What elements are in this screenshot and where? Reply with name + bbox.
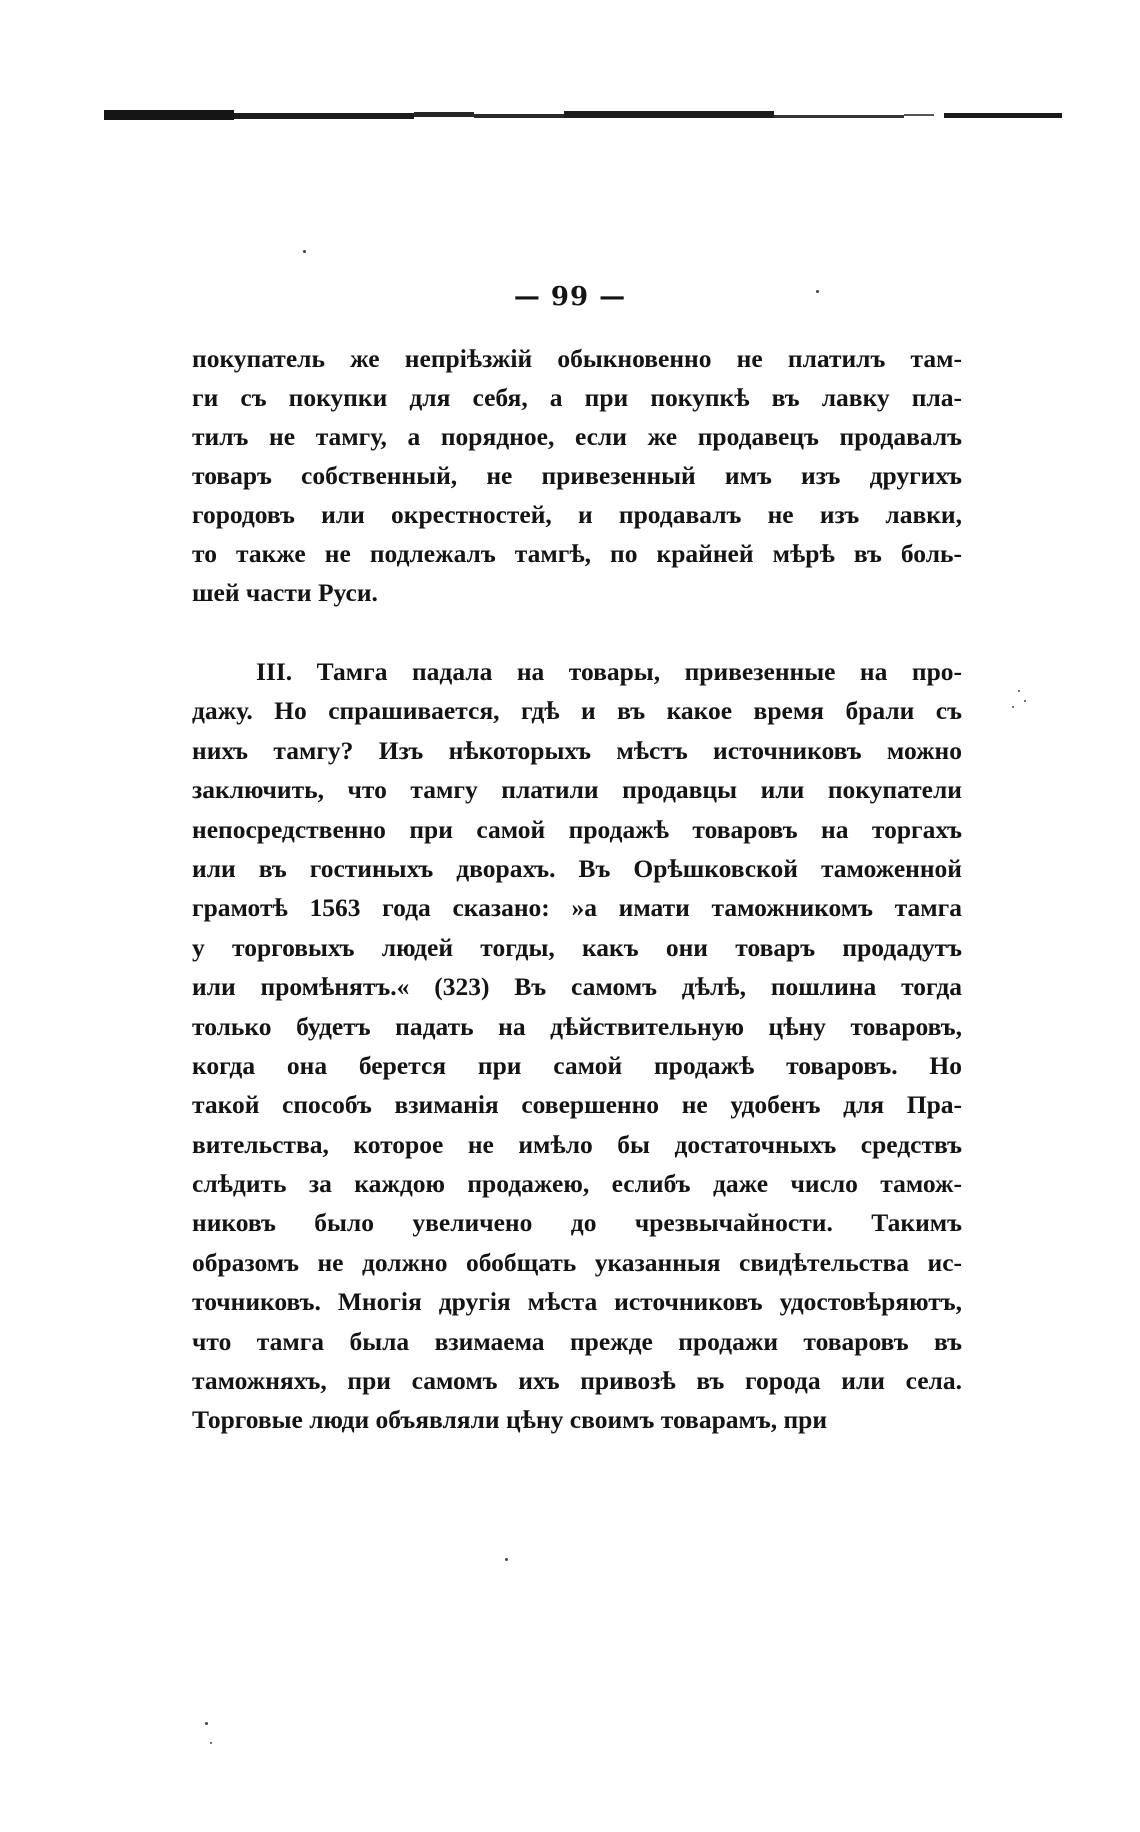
text-line: только будетъ падать на дѣйствительную цѣну товаровъ, — [192, 1011, 962, 1041]
text-line: вительства, которое не имѣло бы достаточныхъ средствъ — [192, 1129, 962, 1159]
text-line: III. Тамга падала на товары, привезенные на про- — [256, 657, 962, 686]
text-line: дажу. Но спрашивается, гдѣ и въ какое время брали съ — [192, 696, 962, 726]
text-line: непосредственно при самой продажѣ товаровъ на торгахъ — [192, 814, 962, 844]
text-line: никовъ было увеличено до чрезвычайности. Такимъ — [192, 1208, 962, 1238]
scan-speck — [1018, 690, 1020, 692]
scan-speck — [1012, 706, 1014, 708]
text-line: слѣдить за каждою продажею, еслибъ даже число тамож- — [192, 1169, 962, 1199]
text-line: шей части Руси. — [192, 578, 378, 607]
text-line: у торговыхъ людей тогды, какъ они товаръ продадутъ — [192, 932, 962, 962]
page-number: — 99 — — [513, 282, 627, 312]
scan-speck — [1024, 700, 1026, 702]
text-line: или въ гостиныхъ дворахъ. Въ Орѣшковской таможенной — [192, 853, 962, 883]
top-scan-rule — [104, 108, 1062, 122]
text-line: Торговые люди объявляли цѣну своимъ товарамъ, при — [192, 1405, 828, 1435]
scan-speck — [505, 1558, 508, 1561]
scan-speck — [303, 250, 306, 253]
text-line: образомъ не должно обобщать указанныя свидѣтельства ис- — [192, 1247, 962, 1277]
text-line: тилъ не тамгу, а порядное, если же продавецъ продавалъ — [192, 422, 962, 451]
text-line: товаръ собственный, не привезенный имъ изъ другихъ — [192, 461, 962, 490]
scan-speck — [210, 1742, 212, 1744]
scan-speck — [205, 1722, 208, 1725]
text-line: точниковъ. Многія другія мѣста источниковъ удостовѣряютъ, — [192, 1287, 962, 1317]
scan-speck — [816, 290, 819, 293]
text-line: то также не подлежалъ тамгѣ, по крайней мѣрѣ въ боль- — [192, 539, 962, 568]
text-line: ги съ покупки для себя, а при покупкѣ въ лавку пла- — [192, 383, 962, 412]
text-line: грамотѣ 1563 года сказано: »а имати таможникомъ тамга — [192, 893, 962, 923]
text-line: такой способъ взиманія совершенно не удобенъ для Пра- — [192, 1090, 962, 1120]
text-line: когда она берется при самой продажѣ товаровъ. Но — [192, 1050, 962, 1080]
text-line: таможняхъ, при самомъ ихъ привозѣ въ города или села. — [192, 1366, 962, 1396]
text-line: покупатель же непріѣзжій обыкновенно не платилъ там- — [192, 344, 962, 373]
text-line: городовъ или окрестностей, и продавалъ не изъ лавки, — [192, 500, 962, 529]
text-line: заключить, что тамгу платили продавцы или покупатели — [192, 775, 962, 805]
text-line: что тамга была взимаема прежде продажи товаровъ въ — [192, 1326, 962, 1356]
paragraph-continuation — [192, 339, 962, 612]
text-line: или промѣнятъ.« (323) Въ самомъ дѣлѣ, пошлина тогда — [192, 972, 962, 1002]
paragraph-section-iii — [192, 652, 962, 1440]
text-line: нихъ тамгу? Изъ нѣкоторыхъ мѣстъ источниковъ можно — [192, 735, 962, 765]
